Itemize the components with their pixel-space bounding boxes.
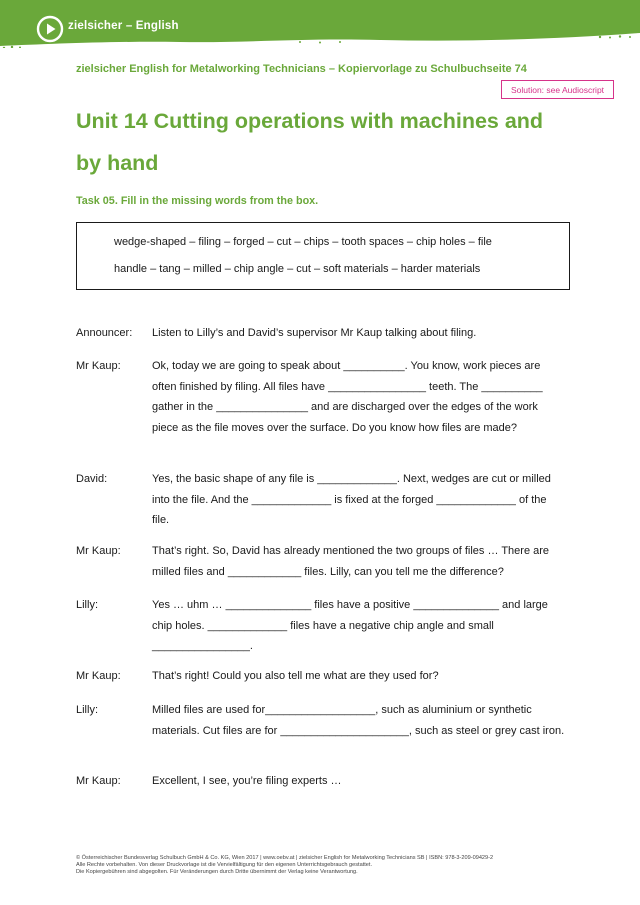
word-box-line: handle – tang – milled – chip angle – cut – soft materials – harder materials xyxy=(114,263,481,275)
task-instruction: Task 05. Fill in the missing words from the box. xyxy=(76,195,319,207)
speaker: David: xyxy=(76,473,108,485)
dialogue-text: That’s right. So, David has already mentioned the two groups of files … There are milled files and ____________ files. Lilly, can you tell me the difference? xyxy=(152,545,550,578)
speaker: Mr Kaup: xyxy=(76,360,121,372)
brand-name: zielsicher – English xyxy=(68,20,179,32)
word-box xyxy=(76,222,570,290)
footer-line: © Österreichischer Bundesverlag Schulbuch GmbH & Co. KG, Wien 2017 | www.oebv.at | zielsicher English for Metalworking Technicians SB | ISBN: 978-3-209-09429-2 xyxy=(76,855,494,861)
dialogue-text: That’s right! Could you also tell me what are they used for? xyxy=(152,670,439,682)
dialogue-text: Ok, today we are going to speak about __________. You know, work pieces are often finished by filing. All files have ________________ teeth. The __________ gather in the _______________ and are discharged over the edges of the work piece as the file moves over the surface. Do you know how files are made? xyxy=(152,360,543,434)
footer-line: Alle Rechte vorbehalten. Von dieser Druckvorlage ist die Vervielfältigung für den eigenen Unterrichtsgebrauch gestattet. xyxy=(76,862,373,868)
speaker: Mr Kaup: xyxy=(76,670,121,682)
word-box-line: wedge-shaped – filing – forged – cut – chips – tooth spaces – chip holes – file xyxy=(114,236,492,248)
play-circle-icon xyxy=(36,15,64,43)
speaker: Lilly: xyxy=(76,599,99,611)
dialogue-text: Milled files are used for__________________, such as aluminium or synthetic materials. Cut files are for _____________________, such as steel or grey cast iron. xyxy=(152,704,565,737)
speaker: Mr Kaup: xyxy=(76,545,121,557)
speaker: Lilly: xyxy=(76,704,99,716)
speaker: Mr Kaup: xyxy=(76,775,121,787)
footer-copyright xyxy=(76,855,576,876)
dialogue-text: Excellent, I see, you’re filing experts … xyxy=(152,775,342,787)
dialogue-text: Yes … uhm … ______________ files have a positive ______________ and large chip holes. _____________ files have a negative chip angle and small ________________. xyxy=(152,599,548,652)
dialogue-text: Listen to Lilly’s and David’s supervisor Mr Kaup talking about filing. xyxy=(152,327,477,339)
footer-line: Die Kopiergebühren sind abgegolten. Für Veränderungen durch Dritte übernimmt der Verlag keine Verantwortung. xyxy=(76,869,358,875)
page-subtitle: zielsicher English for Metalworking Technicians – Kopiervorlage zu Schulbuchseite 74 xyxy=(76,63,527,75)
solution-badge: Solution: see Audioscript xyxy=(501,80,614,99)
dialogue-text: Yes, the basic shape of any file is _____________. Next, wedges are cut or milled into the file. And the _____________ is fixed at the forged _____________ of the file. xyxy=(152,473,551,526)
speaker: Announcer: xyxy=(76,327,133,339)
page-title: Unit 14 Cutting operations with machines and by hand xyxy=(76,109,544,175)
